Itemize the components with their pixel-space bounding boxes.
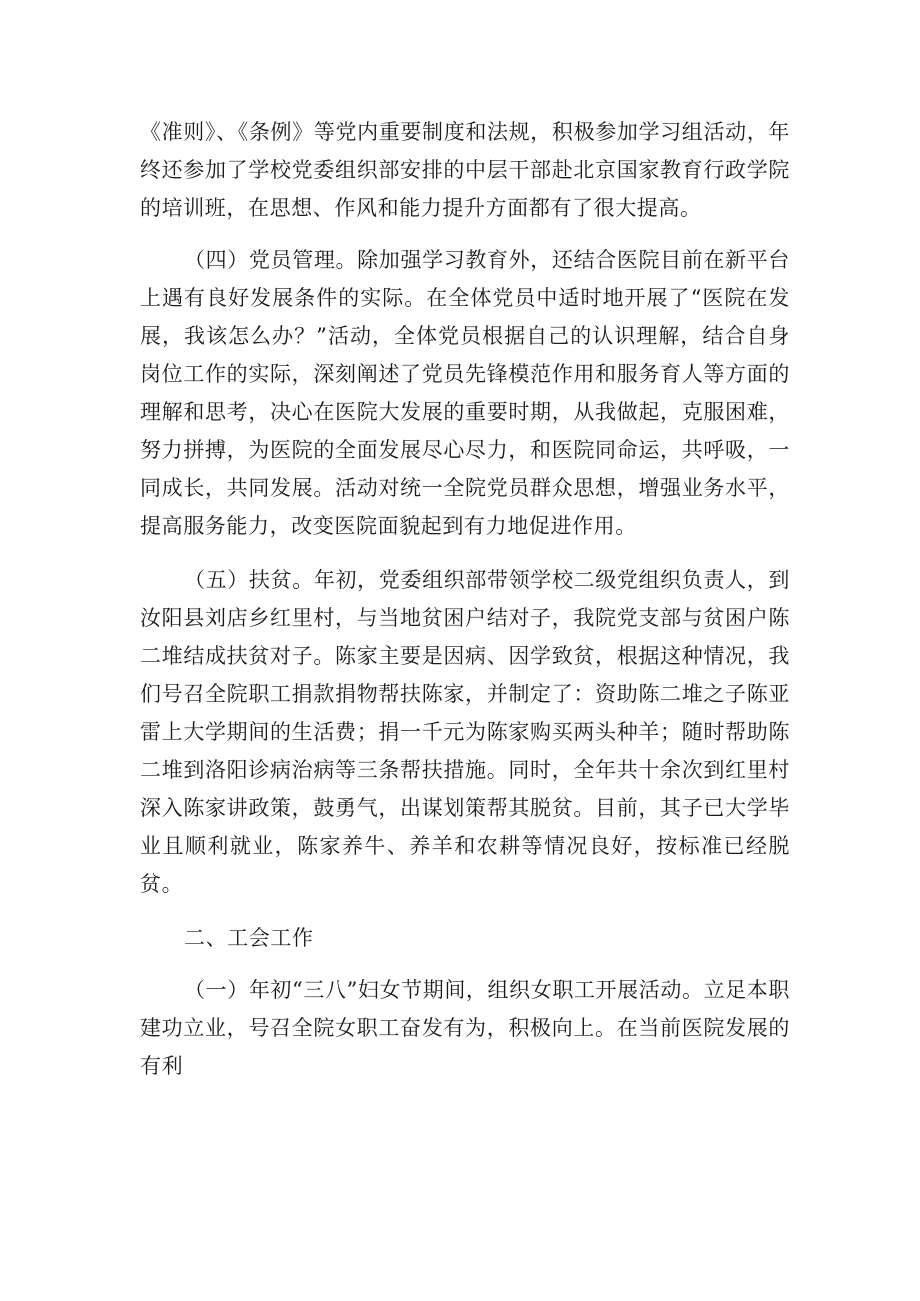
document-body (140, 113, 790, 1085)
paragraph-poverty-alleviation: （五）扶贫。年初，党委组织部带领学校二级党组织负责人，到汝阳县刘店乡红里村，与当地贫困户结对子，我院党支部与贫困户陈二堆结成扶贫对子。陈家主要是因病、因学致贫，根据这种情况，我们号召全院职工捐款捐物帮扶陈家，并制定了：资助陈二堆之子陈亚雷上大学期间的生活费；捐一千元为陈家购买两头种羊；随时帮助陈二堆到洛阳诊病治病等三条帮扶措施。同时，全年共十余次到红里村深入陈家讲政策，鼓勇气，出谋划策帮其脱贫。目前，其子已大学毕业且顺利就业，陈家养牛、养羊和农耕等情况良好，按标准已经脱贫。 (140, 568, 790, 896)
paragraph-regulations-study: 《准则》、《条例》等党内重要制度和法规，积极参加学习组活动，年终还参加了学校党委组织部安排的中层干部赴北京国家教育行政学院的培训班，在思想、作风和能力提升方面都有了很大提高。 (140, 120, 790, 220)
section-heading-union-work: 二、工会工作 (184, 926, 314, 950)
paragraph-party-member-management: （四）党员管理。除加强学习教育外，还结合医院目前在新平台上遇有良好发展条件的实际。在全体党员中适时地开展了“医院在发展，我该怎么办？”活动，全体党员根据自己的认识理解，结合自身岗位工作的实际，深刻阐述了党员先锋模范作用和服务育人等方面的理解和思考，决心在医院大发展的重要时期，从我做起，克服困难，努力拼搏，为医院的全面发展尽心尽力，和医院同命运，共呼吸，一同成长，共同发展。活动对统一全院党员群众思想，增强业务水平，提高服务能力，改变医院面貌起到有力地促进作用。 (140, 248, 790, 538)
paragraph-womens-day-activity: （一）年初“三八”妇女节期间，组织女职工开展活动。立足本职建功立业，号召全院女职工奋发有为，积极向上。在当前医院发展的有利 (140, 978, 790, 1078)
